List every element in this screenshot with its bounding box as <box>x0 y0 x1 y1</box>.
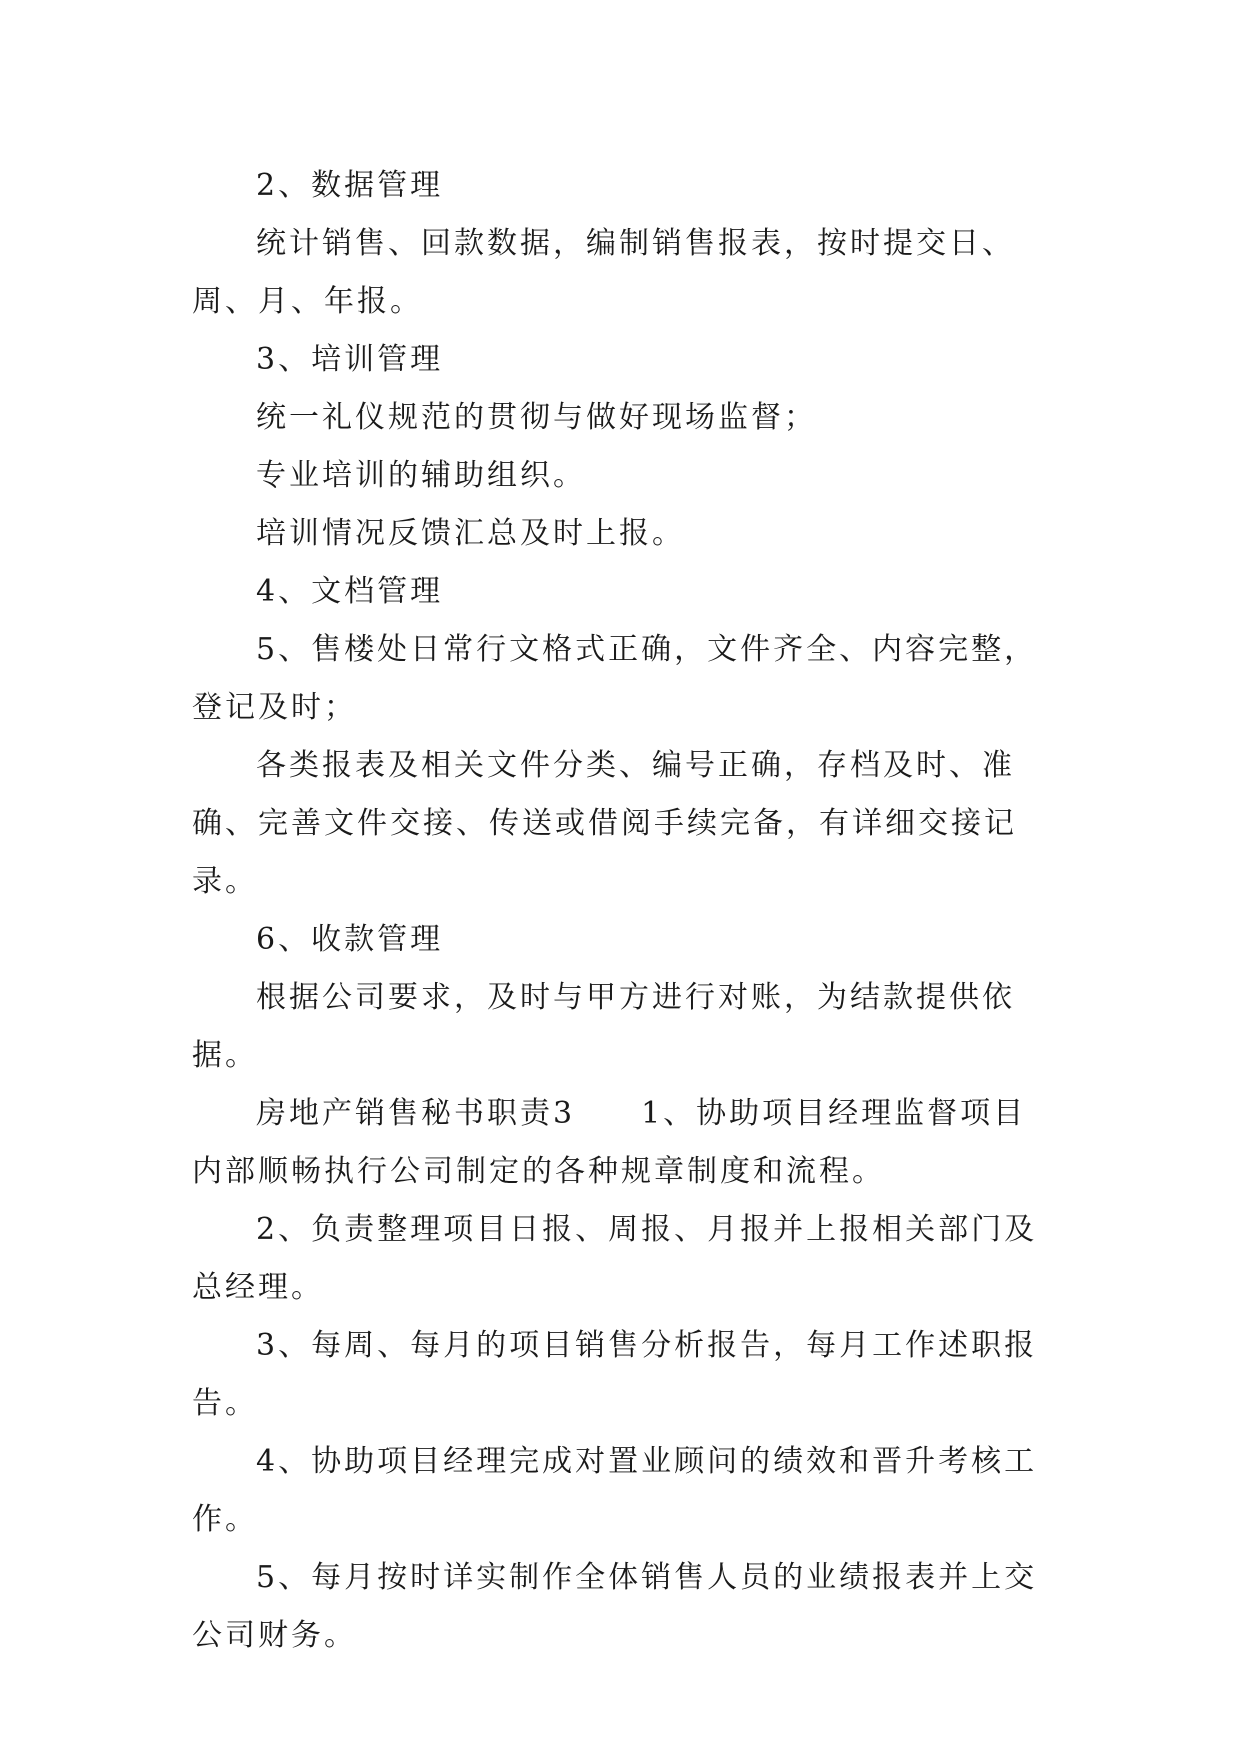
section-heading-payment-management: 6、收款管理 <box>256 922 444 957</box>
paragraph: 3、每周、每月的项目销售分析报告，每月工作述职报告。 <box>192 1328 1038 1421</box>
section-heading-training-management: 3、培训管理 <box>256 342 444 377</box>
paragraph: 房地产销售秘书职责3 1、协助项目经理监督项目内部顺畅执行公司制定的各种规章制度和流程。 <box>192 1096 1027 1189</box>
paragraph: 统计销售、回款数据，编制销售报表，按时提交日、周、月、年报。 <box>192 226 1015 319</box>
document-body <box>192 157 1057 1665</box>
section-heading-data-management: 2、数据管理 <box>256 168 444 203</box>
paragraph: 4、协助项目经理完成对置业顾问的绩效和晋升考核工作。 <box>192 1444 1038 1537</box>
paragraph: 5、售楼处日常行文格式正确，文件齐全、内容完整，登记及时； <box>192 632 1038 725</box>
paragraph: 统一礼仪规范的贯彻与做好现场监督； <box>256 400 817 435</box>
paragraph: 5、每月按时详实制作全体销售人员的业绩报表并上交公司财务。 <box>192 1560 1038 1653</box>
paragraph: 2、负责整理项目日报、周报、月报并上报相关部门及总经理。 <box>192 1212 1038 1305</box>
paragraph: 专业培训的辅助组织。 <box>256 458 586 493</box>
section-heading-document-management: 4、文档管理 <box>256 574 444 609</box>
paragraph: 各类报表及相关文件分类、编号正确，存档及时、准确、完善文件交接、传送或借阅手续完备，有详细交接记录。 <box>192 748 1017 899</box>
paragraph: 根据公司要求，及时与甲方进行对账，为结款提供依据。 <box>192 980 1015 1073</box>
paragraph: 培训情况反馈汇总及时上报。 <box>256 516 685 551</box>
